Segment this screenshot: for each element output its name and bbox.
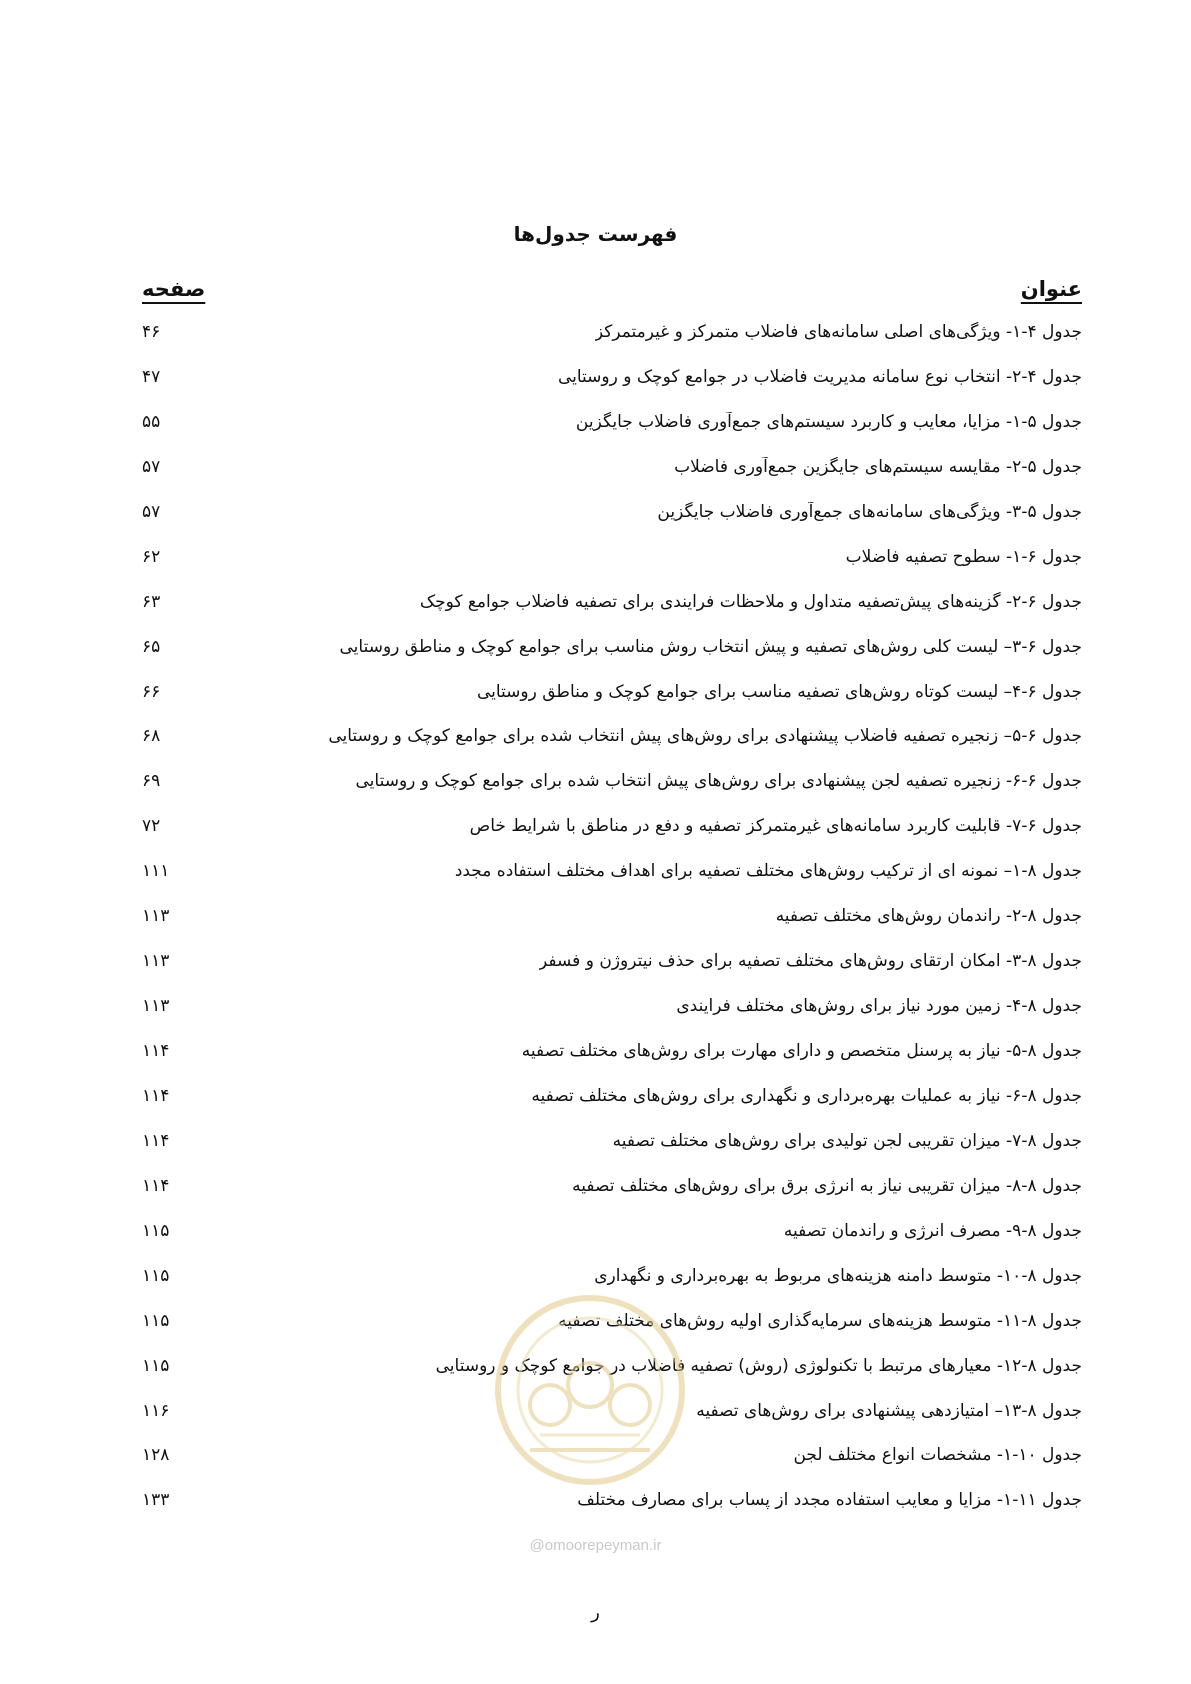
entry-page: ۶۸ <box>142 726 161 747</box>
table-row <box>0 586 1191 631</box>
entry-title: جدول ۵-۳- ویژگی‌های سامانه‌های جمع‌آوری فاضلاب جایگزین <box>657 501 1082 522</box>
entry-title: جدول ۶-۵– زنجیره تصفیه فاضلاب پیشنهادی برای روش‌های پیش انتخاب شده برای جوامع کوچک و روستایی <box>328 726 1082 747</box>
table-row <box>0 1035 1191 1080</box>
page-column-header: صفحه <box>142 277 206 301</box>
entry-title: جدول ۸-۹- مصرف انرژی و راندمان تصفیه <box>783 1220 1082 1241</box>
entry-title: جدول ۸-۳- امکان ارتقای روش‌های مختلف تصفیه برای حذف نیتروژن و فسفر <box>539 951 1082 972</box>
page-number: ر <box>591 1602 600 1623</box>
entry-title: جدول ۸-۱۳– امتیازدهی پیشنهادی برای روش‌های تصفیه <box>696 1400 1082 1421</box>
entry-page: ۶۳ <box>142 591 161 612</box>
entry-title: جدول ۸-۴- زمین مورد نیاز برای روش‌های مختلف فرایندی <box>676 996 1082 1017</box>
entry-page: ۱۱۳ <box>142 951 170 972</box>
entry-page: ۷۲ <box>142 816 161 837</box>
entry-page: ۱۱۵ <box>142 1310 170 1331</box>
entry-title: جدول ۸-۱– نمونه ای از ترکیب روش‌های مختلف تصفیه برای اهداف مختلف استفاده مجدد <box>454 861 1082 882</box>
table-row <box>0 765 1191 810</box>
entry-title: جدول ۸-۱۲- معیارهای مرتبط با تکنولوژی (روش) تصفیه فاضلاب در جوامع کوچک و روستایی <box>435 1355 1082 1376</box>
entry-title: جدول ۸-۲- راندمان روش‌های مختلف تصفیه <box>775 906 1082 927</box>
entry-page: ۶۲ <box>142 546 161 567</box>
entry-page: ۱۱۶ <box>142 1400 170 1421</box>
watermark-url: @omoorepeyman.ir <box>529 1537 662 1554</box>
entry-page: ۵۷ <box>142 456 161 477</box>
table-row <box>0 1170 1191 1215</box>
entry-title: جدول ۶-۷- قابلیت کاربرد سامانه‌های غیرمتمرکز تصفیه و دفع در مناطق با شرایط خاص <box>469 816 1082 837</box>
entry-title: جدول ۴-۱- ویژگی‌های اصلی سامانه‌های فاضلاب متمرکز و غیرمتمرکز <box>594 322 1082 342</box>
table-row <box>0 990 1191 1035</box>
entry-title: جدول ۶-۲- گزینه‌های پیش‌تصفیه متداول و ملاحظات فرایندی برای تصفیه فاضلاب جوامع کوچک <box>419 591 1082 612</box>
entry-title: جدول ۴-۲- انتخاب نوع سامانه مدیریت فاضلاب در جوامع کوچک و روستایی <box>557 366 1082 387</box>
table-row <box>0 945 1191 990</box>
entry-page: ۶۹ <box>142 771 161 792</box>
entry-page: ۴۶ <box>142 322 161 342</box>
entry-title: جدول ۶-۴– لیست کوتاه روش‌های تصفیه مناسب برای جوامع کوچک و مناطق روستایی <box>476 681 1082 702</box>
table-row <box>0 676 1191 721</box>
table-row <box>0 855 1191 900</box>
table-row <box>0 631 1191 676</box>
page-title: فهرست جدول‌ها <box>513 222 678 246</box>
entry-title: جدول ۵-۲- مقایسه سیستم‌های جایگزین جمع‌آوری فاضلاب <box>674 456 1082 477</box>
entry-page: ۱۱۴ <box>142 1041 170 1061</box>
entry-page: ۱۱۴ <box>142 1175 170 1196</box>
table-row <box>0 541 1191 586</box>
entry-title: جدول ۶-۳– لیست کلی روش‌های تصفیه و پیش انتخاب روش مناسب برای جوامع کوچک و مناطق روستایی <box>339 636 1082 657</box>
table-row <box>0 720 1191 765</box>
entry-page: ۵۵ <box>142 411 161 432</box>
table-row <box>0 900 1191 945</box>
table-row <box>0 451 1191 496</box>
entry-page: ۱۱۳ <box>142 906 170 927</box>
entry-page: ۶۵ <box>142 636 161 657</box>
entry-page: ۱۱۵ <box>142 1265 170 1286</box>
entry-page: ۵۷ <box>142 501 161 522</box>
entry-title: جدول ۶-۱- سطوح تصفیه فاضلاب <box>845 546 1082 567</box>
table-row <box>0 496 1191 541</box>
title-column-header: عنوان <box>1020 277 1082 301</box>
entry-title: جدول ۸-۶- نیاز به عملیات بهره‌برداری و نگهداری برای روش‌های مختلف تصفیه <box>531 1085 1082 1106</box>
table-row <box>0 1080 1191 1125</box>
table-row <box>0 316 1191 361</box>
entry-page: ۶۶ <box>142 681 161 702</box>
entry-title: جدول ۸-۸- میزان تقریبی نیاز به انرژی برق برای روش‌های مختلف تصفیه <box>572 1175 1082 1196</box>
entry-title: جدول ۱۰-۱- مشخصات انواع مختلف لجن <box>793 1445 1082 1466</box>
table-row <box>0 1125 1191 1170</box>
entry-page: ۱۲۸ <box>142 1445 170 1466</box>
entry-title: جدول ۶-۶- زنجیره تصفیه لجن پیشنهادی برای روش‌های پیش انتخاب شده برای جوامع کوچک و روستایی <box>355 771 1082 792</box>
entry-page: ۱۱۵ <box>142 1220 170 1241</box>
entry-title: جدول ۸-۵- نیاز به پرسنل متخصص و دارای مهارت برای روش‌های مختلف تصفیه <box>521 1041 1082 1061</box>
entry-page: ۱۱۴ <box>142 1085 170 1106</box>
table-row <box>0 810 1191 855</box>
entry-title: جدول ۸-۱۱- متوسط هزینه‌های سرمایه‌گذاری اولیه روش‌های مختلف تصفیه <box>558 1310 1082 1331</box>
entry-page: ۱۱۱ <box>142 861 170 882</box>
entry-page: ۱۱۵ <box>142 1355 170 1376</box>
table-row <box>0 1215 1191 1260</box>
table-row <box>0 361 1191 406</box>
entry-title: جدول ۱۱-۱- مزایا و معایب استفاده مجدد از پساب برای مصارف مختلف <box>577 1490 1082 1511</box>
entry-title: جدول ۸-۱۰- متوسط دامنه هزینه‌های مربوط به بهره‌برداری و نگهداری <box>594 1265 1082 1286</box>
entry-page: ۴۷ <box>142 366 161 387</box>
watermark-logo <box>490 1285 690 1495</box>
entry-page: ۱۱۳ <box>142 996 170 1017</box>
entry-page: ۱۳۳ <box>142 1490 170 1511</box>
entry-title: جدول ۸-۷- میزان تقریبی لجن تولیدی برای روش‌های مختلف تصفیه <box>612 1130 1082 1151</box>
entry-title: جدول ۵-۱- مزایا، معایب و کاربرد سیستم‌های جمع‌آوری فاضلاب جایگزین <box>575 411 1082 432</box>
entry-page: ۱۱۴ <box>142 1130 170 1151</box>
table-row <box>0 406 1191 451</box>
